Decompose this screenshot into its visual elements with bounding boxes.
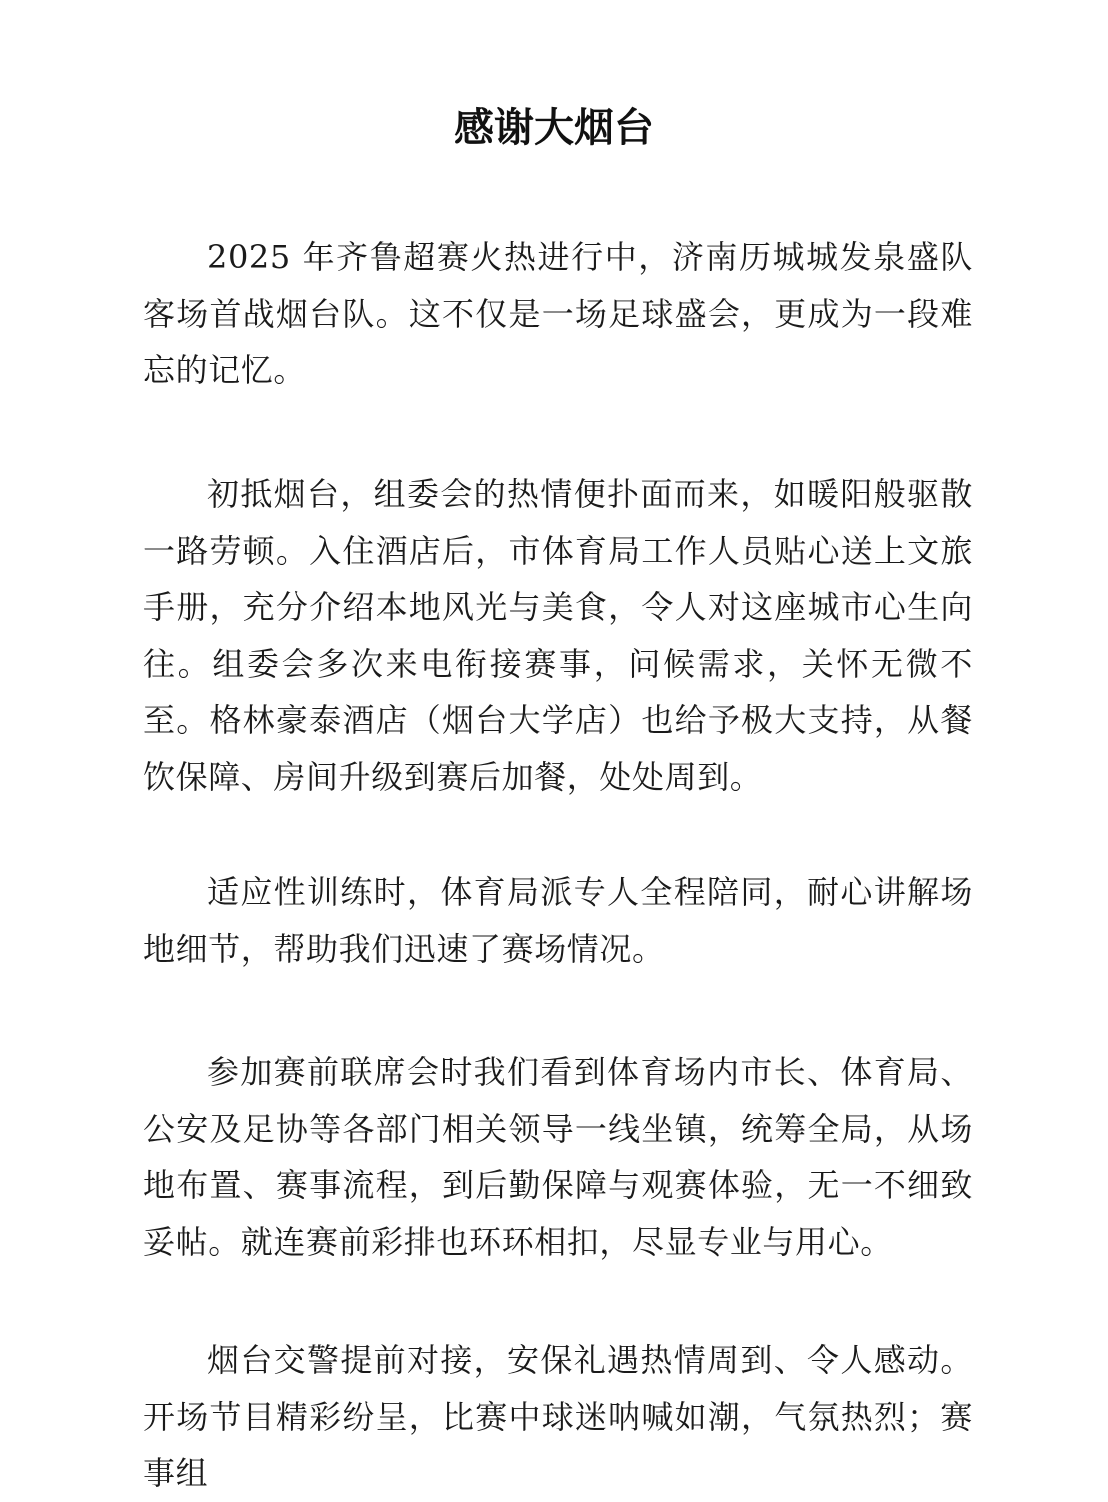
- paragraph-5: 烟台交警提前对接，安保礼遇热情周到、令人感动。开场节目精彩纷呈，比赛中球迷呐喊如潮，气氛热烈；赛事组: [143, 1341, 973, 1492]
- paragraph-2: 初抵烟台，组委会的热情便扑面而来，如暖阳般驱散一路劳顿。入住酒店后，市体育局工作人员贴心送上文旅手册，充分介绍本地风光与美食，令人对这座城市心生向往。组委会多次来电衔接赛事，问候需求，关怀无微不至。格林豪泰酒店（烟台大学店）也给予极大支持，从餐饮保障、房间升级到赛后加餐，处处周到。: [143, 475, 973, 796]
- paragraph-4: 参加赛前联席会时我们看到体育场内市长、体育局、公安及足协等各部门相关领导一线坐镇，统筹全局，从场地布置、赛事流程，到后勤保障与观赛体验，无一不细致妥帖。就连赛前彩排也环环相扣，尽显专业与用心。: [143, 1053, 973, 1261]
- paragraph-3: 适应性训练时，体育局派专人全程陪同，耐心讲解场地细节，帮助我们迅速了赛场情况。: [143, 873, 973, 968]
- document-title: 感谢大烟台: [454, 105, 654, 151]
- paragraph-1: 2025 年齐鲁超赛火热进行中，济南历城城发泉盛队客场首战烟台队。这不仅是一场足球盛会，更成为一段难忘的记忆。: [143, 238, 973, 389]
